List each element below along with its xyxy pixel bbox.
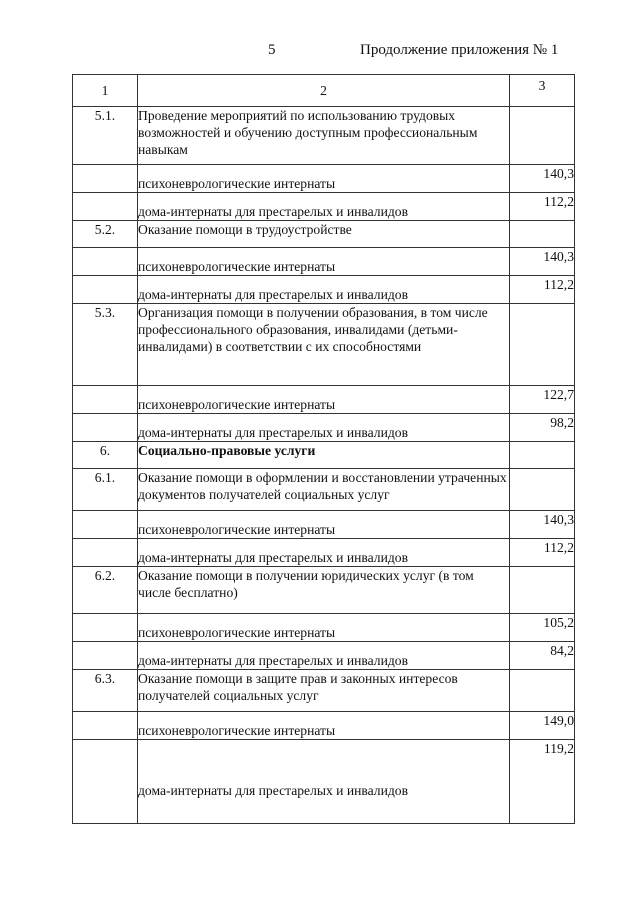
row-description-cell: Оказание помощи в получении юридических услуг (в том числе бесплатно): [138, 567, 510, 614]
table-row-item: [73, 276, 575, 304]
table-row-section: [73, 304, 575, 386]
column-header-3: 3: [510, 75, 575, 107]
table-row-item: [73, 712, 575, 740]
row-value-cell: [510, 107, 575, 165]
row-value-cell: 140,3: [510, 248, 575, 276]
table-row-item: [73, 740, 575, 824]
row-description-cell: Проведение мероприятий по использованию трудовых возможностей и обучению доступным профессиональным навыкам: [138, 107, 510, 165]
table-row-item: [73, 165, 575, 193]
table-row-item: [73, 511, 575, 539]
table-body: [73, 75, 575, 824]
row-value-cell: 122,7: [510, 386, 575, 414]
row-number-cell: [73, 712, 138, 740]
row-description-cell: психоневрологические интернаты: [138, 248, 510, 276]
table-row-item: [73, 193, 575, 221]
row-value-cell: 119,2: [510, 740, 575, 824]
row-description-cell: дома-интернаты для престарелых и инвалидов: [138, 414, 510, 442]
page-number: 5: [268, 42, 276, 58]
row-value-cell: 112,2: [510, 276, 575, 304]
row-number-cell: [73, 414, 138, 442]
row-value-cell: [510, 442, 575, 469]
row-description-cell: Оказание помощи в защите прав и законных интересов получателей социальных услуг: [138, 670, 510, 712]
row-description-cell: психоневрологические интернаты: [138, 712, 510, 740]
table-row-section: [73, 442, 575, 469]
table-header-row: [73, 75, 575, 107]
row-number-cell: [73, 248, 138, 276]
row-number-cell: 5.1.: [73, 107, 138, 165]
row-description-cell: дома-интернаты для престарелых и инвалидов: [138, 539, 510, 567]
row-number-cell: [73, 740, 138, 824]
row-description-cell: Оказание помощи в оформлении и восстановлении утраченных документов получателей социальных услуг: [138, 469, 510, 511]
row-value-cell: 84,2: [510, 642, 575, 670]
row-number-cell: 6.2.: [73, 567, 138, 614]
table-row-item: [73, 642, 575, 670]
row-number-cell: [73, 165, 138, 193]
row-value-cell: 98,2: [510, 414, 575, 442]
row-value-cell: [510, 567, 575, 614]
row-value-cell: 112,2: [510, 539, 575, 567]
row-number-cell: [73, 642, 138, 670]
row-number-cell: 5.3.: [73, 304, 138, 386]
row-value-cell: 140,3: [510, 511, 575, 539]
row-description-cell: дома-интернаты для престарелых и инвалидов: [138, 276, 510, 304]
row-description-cell: Организация помощи в получении образования, в том числе профессионального образования, инвалидами (детьми-инвалидами) в соответствии с их способностями: [138, 304, 510, 386]
row-description-cell: психоневрологические интернаты: [138, 614, 510, 642]
row-value-cell: 149,0: [510, 712, 575, 740]
row-description-cell: психоневрологические интернаты: [138, 165, 510, 193]
row-number-cell: 5.2.: [73, 221, 138, 248]
row-number-cell: [73, 276, 138, 304]
row-value-cell: 112,2: [510, 193, 575, 221]
row-value-cell: [510, 221, 575, 248]
table-row-item: [73, 248, 575, 276]
row-number-cell: 6.3.: [73, 670, 138, 712]
column-header-2: 2: [138, 75, 510, 107]
row-number-cell: [73, 539, 138, 567]
table-row-item: [73, 386, 575, 414]
row-number-cell: [73, 193, 138, 221]
row-description-cell: психоневрологические интернаты: [138, 511, 510, 539]
table-row-item: [73, 414, 575, 442]
row-number-cell: 6.1.: [73, 469, 138, 511]
table-row-item: [73, 539, 575, 567]
table-row-section: [73, 469, 575, 511]
row-number-cell: 6.: [73, 442, 138, 469]
row-value-cell: 105,2: [510, 614, 575, 642]
row-description-cell: психоневрологические интернаты: [138, 386, 510, 414]
row-description-cell: дома-интернаты для престарелых и инвалидов: [138, 642, 510, 670]
services-table: [72, 74, 575, 824]
table-row-section: [73, 567, 575, 614]
row-value-cell: [510, 469, 575, 511]
table-row-section: [73, 670, 575, 712]
row-value-cell: [510, 304, 575, 386]
row-description-cell: Оказание помощи в трудоустройстве: [138, 221, 510, 248]
continuation-heading: Продолжение приложения № 1: [360, 42, 559, 58]
row-number-cell: [73, 386, 138, 414]
table-row-item: [73, 614, 575, 642]
row-value-cell: 140,3: [510, 165, 575, 193]
row-value-cell: [510, 670, 575, 712]
row-number-cell: [73, 511, 138, 539]
row-description-cell: Социально-правовые услуги: [138, 442, 510, 469]
table-row-section: [73, 107, 575, 165]
table-row-section: [73, 221, 575, 248]
row-number-cell: [73, 614, 138, 642]
row-description-cell: дома-интернаты для престарелых и инвалидов: [138, 740, 510, 824]
column-header-1: 1: [73, 75, 138, 107]
row-description-cell: дома-интернаты для престарелых и инвалидов: [138, 193, 510, 221]
